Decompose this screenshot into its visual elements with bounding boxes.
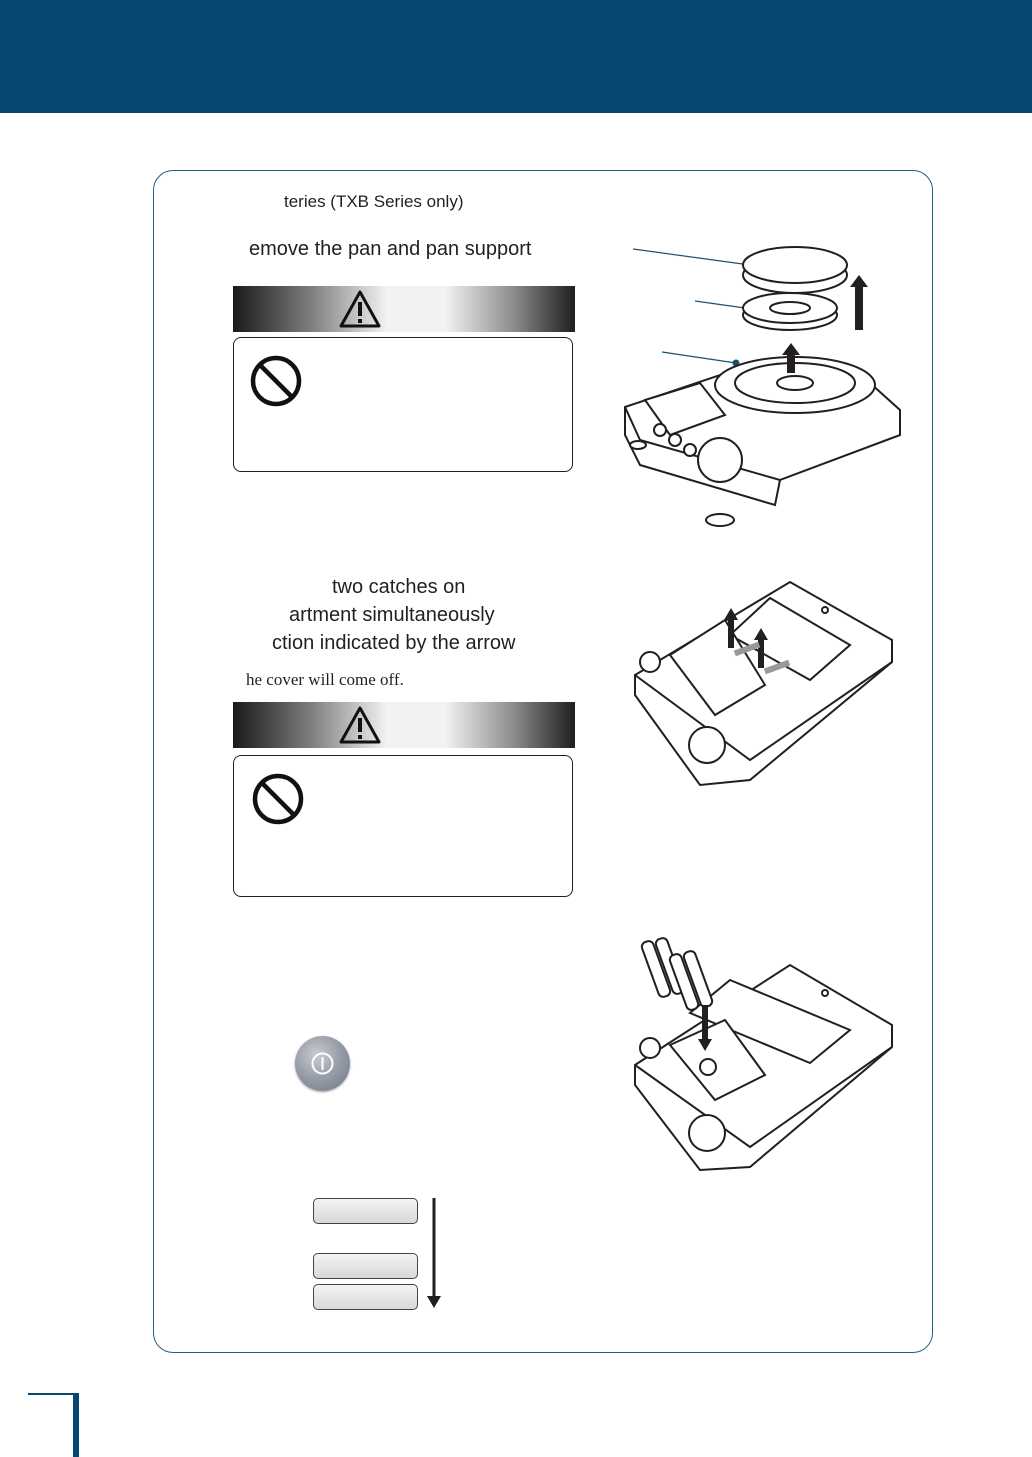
prohibition-icon	[249, 354, 303, 408]
display-segment-2	[313, 1253, 418, 1279]
warning-triangle-icon	[338, 705, 382, 745]
step1-instruction: emove the pan and pan support	[249, 238, 532, 260]
power-button-graphic	[295, 1036, 350, 1091]
step2-line3: ction indicated by the arrow	[272, 632, 516, 654]
caution-bar-1	[233, 286, 575, 332]
prohibition-icon	[251, 772, 305, 826]
battery-insert-illustration	[630, 935, 900, 1175]
balance-pan-illustration	[600, 235, 920, 535]
sequence-arrow-icon	[426, 1198, 442, 1310]
power-icon	[310, 1051, 335, 1076]
step2-line1: two catches on	[332, 576, 466, 598]
caution-box-2	[233, 755, 573, 897]
display-segment-1	[313, 1198, 418, 1224]
caution-box-1	[233, 337, 573, 472]
warning-triangle-icon	[338, 289, 382, 329]
page-corner-marker	[28, 1393, 80, 1457]
header-band	[0, 0, 1032, 113]
step2-line2: artment simultaneously	[289, 604, 495, 626]
section-title: teries (TXB Series only)	[284, 192, 464, 211]
display-segment-3	[313, 1284, 418, 1310]
caution-bar-2	[233, 702, 575, 748]
battery-cover-illustration	[630, 580, 900, 790]
step2-note: he cover will come off.	[246, 670, 404, 689]
